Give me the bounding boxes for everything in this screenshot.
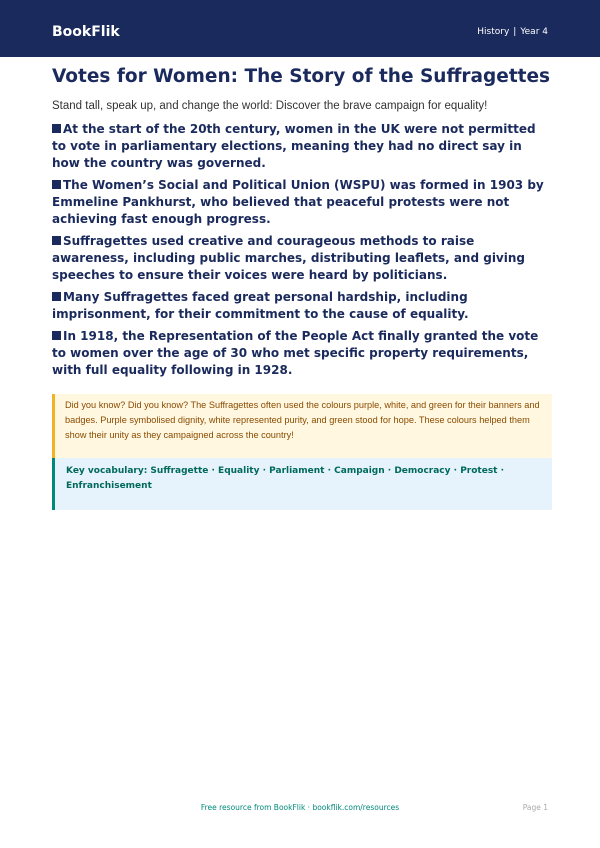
breadcrumb-year[interactable]: Year 4 (520, 27, 548, 37)
fact-item (52, 328, 552, 379)
page-footer (0, 801, 600, 815)
fact-text: In 1918, the Representation of the People Act finally granted the vote to women over the age of 30 who met specific property requirements, with full equality following in 1928. (52, 329, 539, 377)
square-bullet-icon (52, 236, 61, 245)
page-subtitle: Stand tall, speak up, and change the world: Discover the brave campaign for equality! (52, 100, 488, 112)
key-vocabulary-box: Key vocabulary: Suffragette · Equality · Parliament · Campaign · Democracy · Protest · Enfranchisement (55, 458, 552, 510)
page-title: Votes for Women: The Story of the Suffragettes (52, 66, 551, 87)
square-bullet-icon (52, 180, 61, 189)
fact-list (52, 121, 552, 384)
did-you-know-box: Did you know? Did you know? The Suffragettes often used the colours purple, white, and green for their banners and badges. Purple symbolised dignity, white represented purity, and green stood for hope. These colours helped them show their unity as they campaigned across the country! (52, 394, 552, 458)
fact-item (52, 121, 552, 172)
square-bullet-icon (52, 292, 61, 301)
page-number: Page 1 (522, 803, 548, 812)
fact-item (52, 177, 552, 228)
fact-item (52, 233, 552, 284)
square-bullet-icon (52, 124, 61, 133)
fact-text: Many Suffragettes faced great personal hardship, including imprisonment, for their commitment to the cause of equality. (52, 290, 469, 321)
breadcrumb (477, 25, 548, 39)
breadcrumb-subject[interactable]: History (477, 27, 510, 37)
info-callout (52, 394, 552, 510)
footer-resource-link[interactable]: Free resource from BookFlik · bookflik.com/resources (200, 803, 400, 812)
brand-logo[interactable]: BookFlik (52, 24, 120, 40)
breadcrumb-separator: | (513, 27, 517, 37)
fact-text: The Women’s Social and Political Union (WSPU) was formed in 1903 by Emmeline Pankhurst, who believed that peaceful protests were not achieving fast enough progress. (52, 178, 544, 226)
square-bullet-icon (52, 331, 61, 340)
fact-item (52, 289, 552, 323)
site-header (0, 0, 600, 57)
fact-text: Suffragettes used creative and courageous methods to raise awareness, including public marches, distributing leaflets, and giving speeches to ensure their voices were heard by politicians. (52, 234, 525, 282)
fact-text: At the start of the 20th century, women in the UK were not permitted to vote in parliamentary elections, meaning they had no direct say in how the country was governed. (52, 122, 536, 170)
